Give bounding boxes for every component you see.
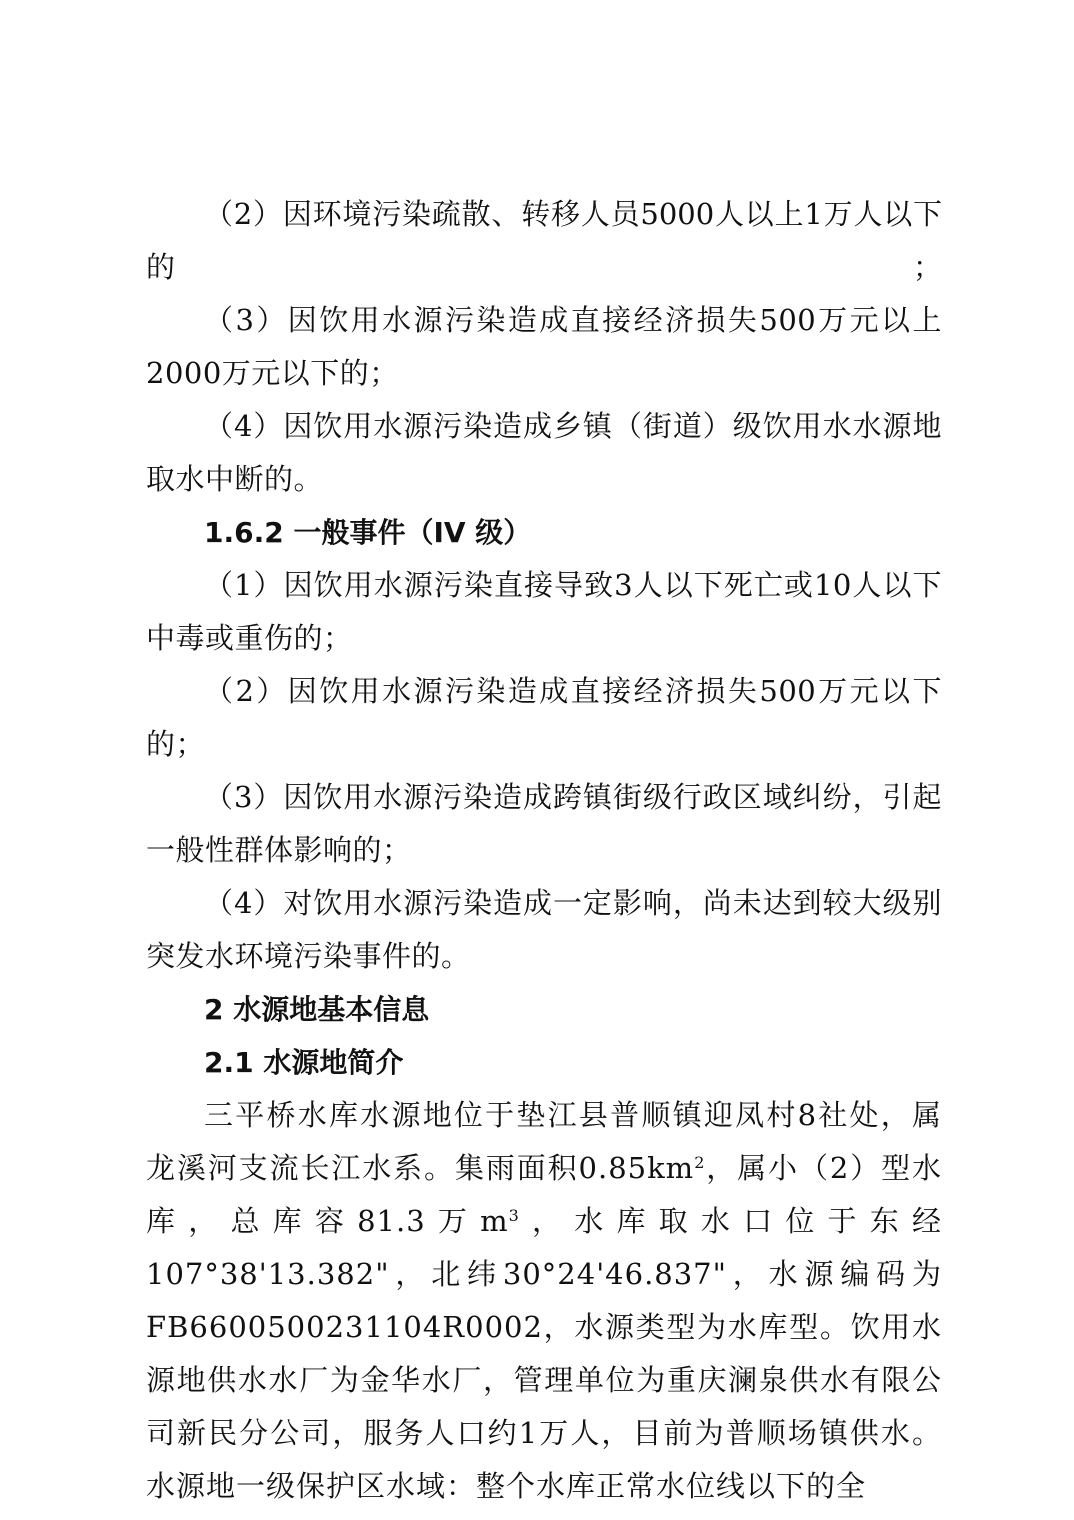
heading-1-6-2: 1.6.2 一般事件（IV 级） [204,516,532,549]
heading-2-1: 2.1 水源地简介 [204,1046,404,1079]
intro-superscript-2: 2 [694,1153,706,1172]
paragraph-item-b2: （2）因饮用水源污染造成直接经济损失500万元以下的； [146,674,942,761]
paragraph-item-b4: （4）对饮用水源污染造成一定影响，尚未达到较大级别突发水环境污染事件的。 [146,886,942,973]
paragraph-item-a3: （3）因饮用水源污染造成直接经济损失500万元以上2000万元以下的； [146,303,942,390]
intro-text-2: ，属小（2）型水库，总库容81.3万m [146,1151,942,1238]
paragraph-item-b3: （3）因饮用水源污染造成跨镇街级行政区域纠纷，引起一般性群体影响的； [146,780,942,867]
document-body [146,188,942,1513]
paragraph-intro [146,1089,942,1513]
paragraph-item-a4: （4）因饮用水源污染造成乡镇（街道）级饮用水水源地取水中断的。 [146,409,942,496]
intro-text-3: ，水库取水口位于东经107°38'13.382"，北纬30°24'46.837"，水源编码为FB6600500231104R0002，水源类型为水库型。饮用水源地供水水厂为金华水厂，管理单位为重庆澜泉供水有限公司新民分公司，服务人口约1万人，目前为普顺场镇供水。水源地一级保护区水域：整个水库正常水位线以下的全 [146,1204,942,1503]
paragraph-item-b1: （1）因饮用水源污染直接导致3人以下死亡或10人以下中毒或重伤的； [146,568,942,655]
intro-text-1: 三平桥水库水源地位于垫江县普顺镇迎凤村8社处，属龙溪河支流长江水系。集雨面积0.85km [146,1098,942,1185]
intro-superscript-3: 3 [508,1206,520,1225]
paragraph-item-a2: （2）因环境污染疏散、转移人员5000人以上1万人以下的； [146,197,942,284]
heading-2: 2 水源地基本信息 [204,993,430,1026]
